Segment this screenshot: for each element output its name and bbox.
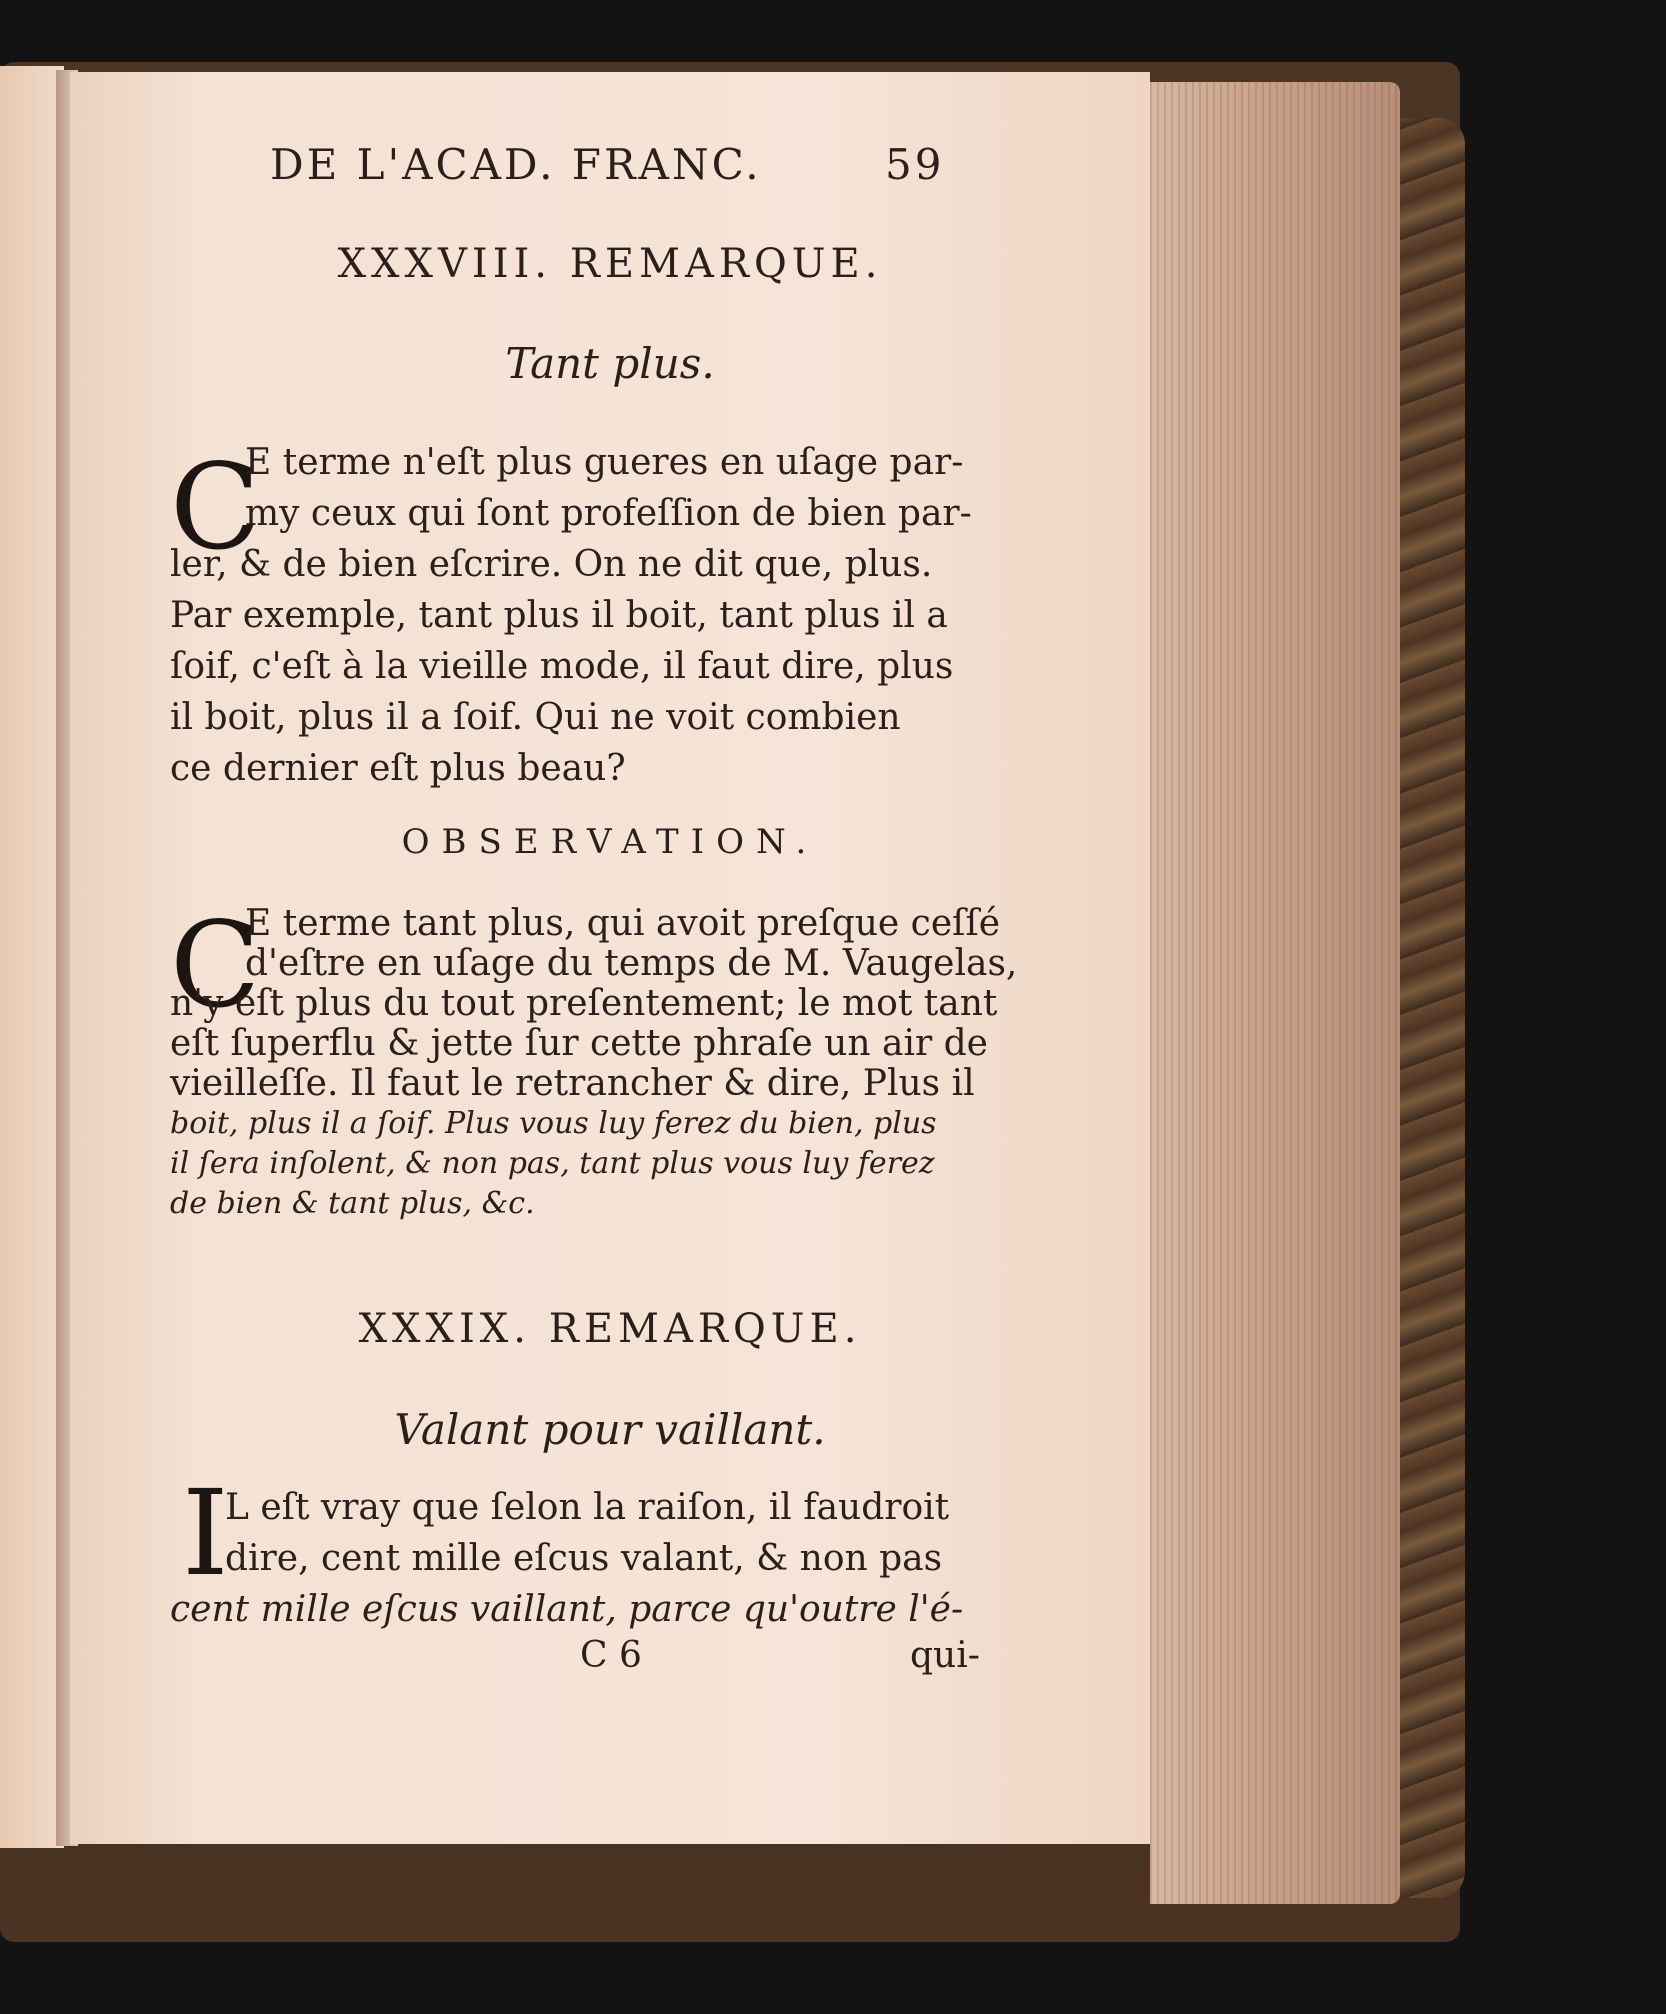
text-line: ce dernier eſt plus beau? xyxy=(170,748,626,789)
text-line: cent mille eſcus vaillant, parce qu'outre l'é- xyxy=(170,1589,964,1630)
text-line: de bien & tant plus, &c. xyxy=(170,1186,535,1221)
text-line: my ceux qui ſont profeſſion de bien par- xyxy=(245,493,972,534)
text-line: vieilleſſe. Il faut le retrancher & dire, Plus il xyxy=(170,1064,975,1104)
text-line: dire, cent mille eſcus valant, & non pas xyxy=(225,1538,943,1579)
signature-mark: C 6 xyxy=(580,1635,642,1676)
text-line: d'eſtre en uſage du temps de M. Vaugelas, xyxy=(245,944,1018,984)
remark-38-subtitle: Tant plus. xyxy=(505,339,715,388)
text-line: il ſera inſolent, & non pas, tant plus vous luy ferez xyxy=(170,1146,935,1181)
text-line: n'y eſt plus du tout preſentement; le mot tant xyxy=(170,984,998,1024)
text-line: L eſt vray que ſelon la raiſon, il faudroit xyxy=(225,1487,950,1528)
left-page-edge xyxy=(0,66,64,1848)
text-line: Par exemple, tant plus il boit, tant plus il a xyxy=(170,595,948,636)
drop-cap: I xyxy=(182,1464,229,1602)
drop-cap: C xyxy=(170,896,261,1034)
remark-39-body xyxy=(170,1482,1050,1635)
page-number: 59 xyxy=(885,140,945,189)
text-line: eſt ſuperflu & jette ſur cette phraſe un air de xyxy=(170,1024,988,1064)
book-page xyxy=(70,72,1150,1844)
text-line: il boit, plus il a ſoif. Qui ne voit combien xyxy=(170,697,901,738)
text-line: E terme tant plus, qui avoit preſque ceſſé xyxy=(245,904,1001,944)
remark-38-body xyxy=(170,437,1050,794)
observation-body xyxy=(170,896,1050,1224)
remark-39-heading: XXXIX. REMARQUE. xyxy=(358,1306,862,1352)
catchword: qui- xyxy=(910,1635,980,1676)
text-line: ſoif, c'eſt à la vieille mode, il faut dire, plus xyxy=(170,646,954,687)
page-edges xyxy=(1150,82,1400,1904)
text-line: boit, plus il a ſoif. Plus vous luy ferez du bien, plus xyxy=(170,1106,937,1141)
drop-cap: C xyxy=(170,438,261,576)
text-line: E terme n'eſt plus gueres en uſage par- xyxy=(245,442,964,483)
remark-38-heading: XXXVIII. REMARQUE. xyxy=(337,241,883,287)
remark-39-subtitle: Valant pour vaillant. xyxy=(394,1405,826,1454)
text-line: ler, & de bien eſcrire. On ne dit que, plus. xyxy=(170,544,933,585)
observation-heading: OBSERVATION. xyxy=(401,822,819,862)
running-head: DE L'ACAD. FRANC. xyxy=(270,140,762,189)
